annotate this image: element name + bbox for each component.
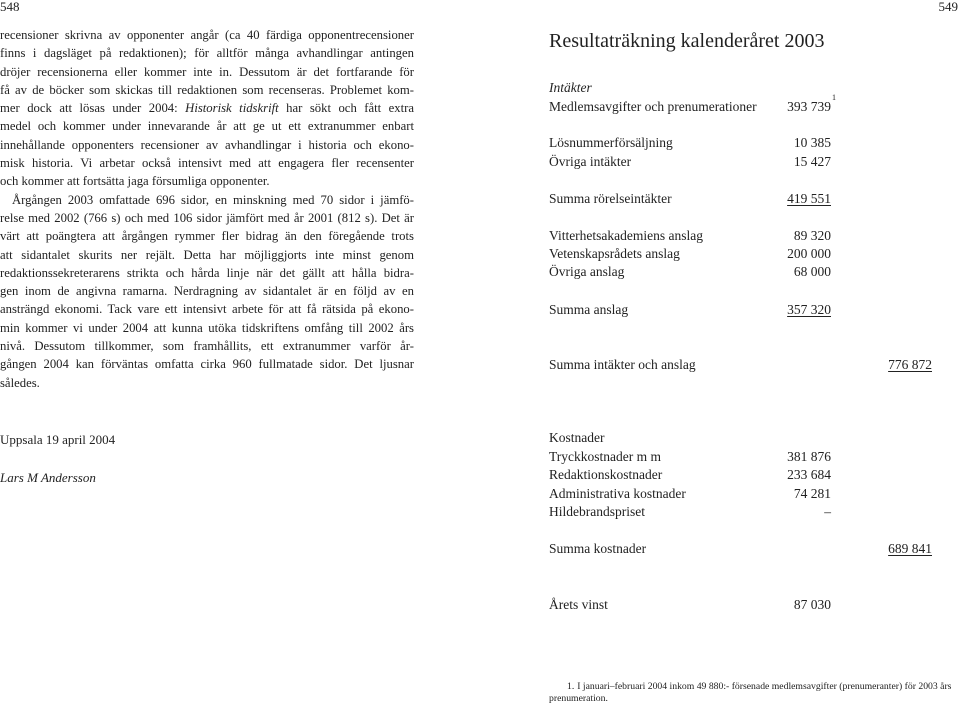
income-total-row: [549, 356, 932, 374]
text-line: finns i dagsläget på redaktionen); för alltför många avhandlingar antingen: [0, 46, 414, 61]
result-label: Årets vinst: [549, 597, 608, 612]
subtotal-label: Summa anslag: [549, 302, 629, 317]
cost-row: [549, 485, 932, 503]
row-value: 89 320: [793, 228, 831, 243]
text-line: värt att poängtera att årgången rymmer fler bidrag än den föregående trots: [0, 229, 414, 244]
text-line: således.: [0, 375, 40, 390]
row-label: Medlemsavgifter och prenumerationer: [549, 99, 757, 114]
total-label: Summa intäkter och anslag: [549, 357, 696, 372]
income-heading: Intäkter: [549, 80, 592, 95]
row-label: Lösnummerförsäljning: [549, 135, 673, 150]
paragraph-1: [0, 26, 414, 191]
row-label: Övriga intäkter: [549, 154, 632, 169]
subtotal-label: Summa rörelseintäkter: [549, 191, 672, 206]
page-number-left: 548: [0, 0, 20, 14]
text-line: medel och kommer under innevarande år att ge ut ett extranummer enbart: [0, 119, 414, 134]
income-row: [549, 93, 932, 116]
text-line: dröjer recensionerna eller kommer inte in. Dessutom är det fortfarande för: [0, 64, 414, 79]
income-row: [549, 153, 932, 171]
text-line: relse med 2002 (766 s) och med 106 sidor jämfört med år 2001 (812 s). Det är: [0, 210, 414, 225]
grants-subtotal-row: [549, 301, 932, 319]
footnote: [549, 681, 960, 705]
income-subtotal-row: [549, 190, 932, 208]
row-value: 10 385: [793, 135, 831, 150]
page-number-right: 549: [938, 0, 958, 14]
total-value: 776 872: [888, 357, 932, 372]
journal-title-italic: Historisk tidskrift: [185, 101, 279, 116]
row-value-text: 393 739: [787, 99, 831, 114]
text-line: [0, 99, 414, 117]
row-label: Tryckkostnader m m: [549, 449, 661, 464]
left-page-body: [0, 26, 414, 392]
costs-total-row: [549, 540, 932, 558]
row-value: 74 281: [793, 486, 831, 501]
signature-name: Lars M Andersson: [0, 470, 96, 485]
text-line: och kommer att fortsätta jaga försumliga opponenter.: [0, 174, 270, 189]
text-line: nivå. Dessutom tillkommer, som framhållits, ett extranummer varför år-: [0, 339, 414, 354]
subtotal-value: 419 551: [787, 191, 831, 206]
text-line: misk historia. Vi arbetar också intensivt med att engagera fler recensenter: [0, 156, 414, 171]
row-value: 200 000: [787, 246, 831, 261]
costs-heading: Kostnader: [549, 430, 605, 445]
income-heading-row: [549, 79, 932, 97]
text-line: få av de böcker som skickas till redaktionen som recenseras. Problemet kom-: [0, 82, 414, 97]
grant-row: [549, 227, 932, 245]
row-value: 68 000: [793, 264, 831, 279]
footnote-marker: 1.: [567, 681, 575, 692]
footnote-reference: 1: [832, 93, 836, 102]
row-value: [787, 93, 836, 116]
row-label: Vetenskapsrådets anslag: [549, 246, 680, 261]
text-line: gången 2004 kan förväntas omfatta cirka 960 fullmatade sidor. Det ljusnar: [0, 357, 414, 372]
income-row: [549, 134, 932, 152]
text-line: min kommer vi under 2004 att kunna utöka tidskriftens omfång till 2002 års: [0, 320, 414, 335]
row-label: Administrativa kostnader: [549, 486, 686, 501]
statement-title: Resultaträkning kalenderåret 2003: [549, 30, 825, 52]
text-line: Årgången 2003 omfattade 696 sidor, en minskning med 70 sidor i jämfö-: [12, 192, 414, 207]
row-label: Vitterhetsakademiens anslag: [549, 228, 704, 243]
text-line: innehållande opponenters recensioner av avhandlingar i historia och ekono-: [0, 137, 414, 152]
cost-row: [549, 503, 932, 521]
text-line: att sidantalet skurits ner rejält. Detta har möjliggjorts inte minst genom: [0, 247, 414, 262]
footnote-line: [549, 681, 960, 693]
cost-row: [549, 466, 932, 484]
total-value: 689 841: [888, 541, 932, 556]
cost-row: [549, 448, 932, 466]
text-line: ansträngd ekonomi. Tack vare ett intensivt arbete för att få rätsida på ekono-: [0, 302, 414, 317]
costs-heading-row: [549, 429, 932, 447]
row-label: Övriga anslag: [549, 264, 625, 279]
text-segment: mer dock att lösas under 2004:: [0, 101, 186, 116]
text-segment: har sökt och fått extra: [278, 101, 415, 116]
footnote-text: I januari–februari 2004 inkom 49 880:- försenade medlemsavgifter (prenumeranter) för 2003 års: [577, 681, 952, 692]
paragraph-2: [0, 191, 414, 392]
result-value: 87 030: [793, 597, 831, 612]
row-label: Hildebrandspriset: [549, 504, 645, 519]
row-value: 15 427: [793, 154, 831, 169]
row-value: 381 876: [787, 449, 831, 464]
grant-row: [549, 263, 932, 281]
result-row: [549, 596, 932, 614]
text-line: gen inom de angivna ramarna. Nerdragning av sidantalet är en följd av en: [0, 284, 414, 299]
grant-row: [549, 245, 932, 263]
footnote-line: prenumeration.: [549, 693, 608, 704]
subtotal-value: 357 320: [787, 302, 831, 317]
row-value: –: [824, 504, 831, 519]
row-value: 233 684: [787, 467, 831, 482]
text-line: redaktionssekreterarens strikta och hårda linje när det gällt att hålla bidra-: [0, 265, 414, 280]
row-label: Redaktionskostnader: [549, 467, 663, 482]
signature-place-date: Uppsala 19 april 2004: [0, 432, 116, 447]
text-line: recensioner skrivna av opponenter angår (ca 40 färdiga opponentrecensioner: [0, 28, 414, 42]
total-label: Summa kostnader: [549, 541, 647, 556]
